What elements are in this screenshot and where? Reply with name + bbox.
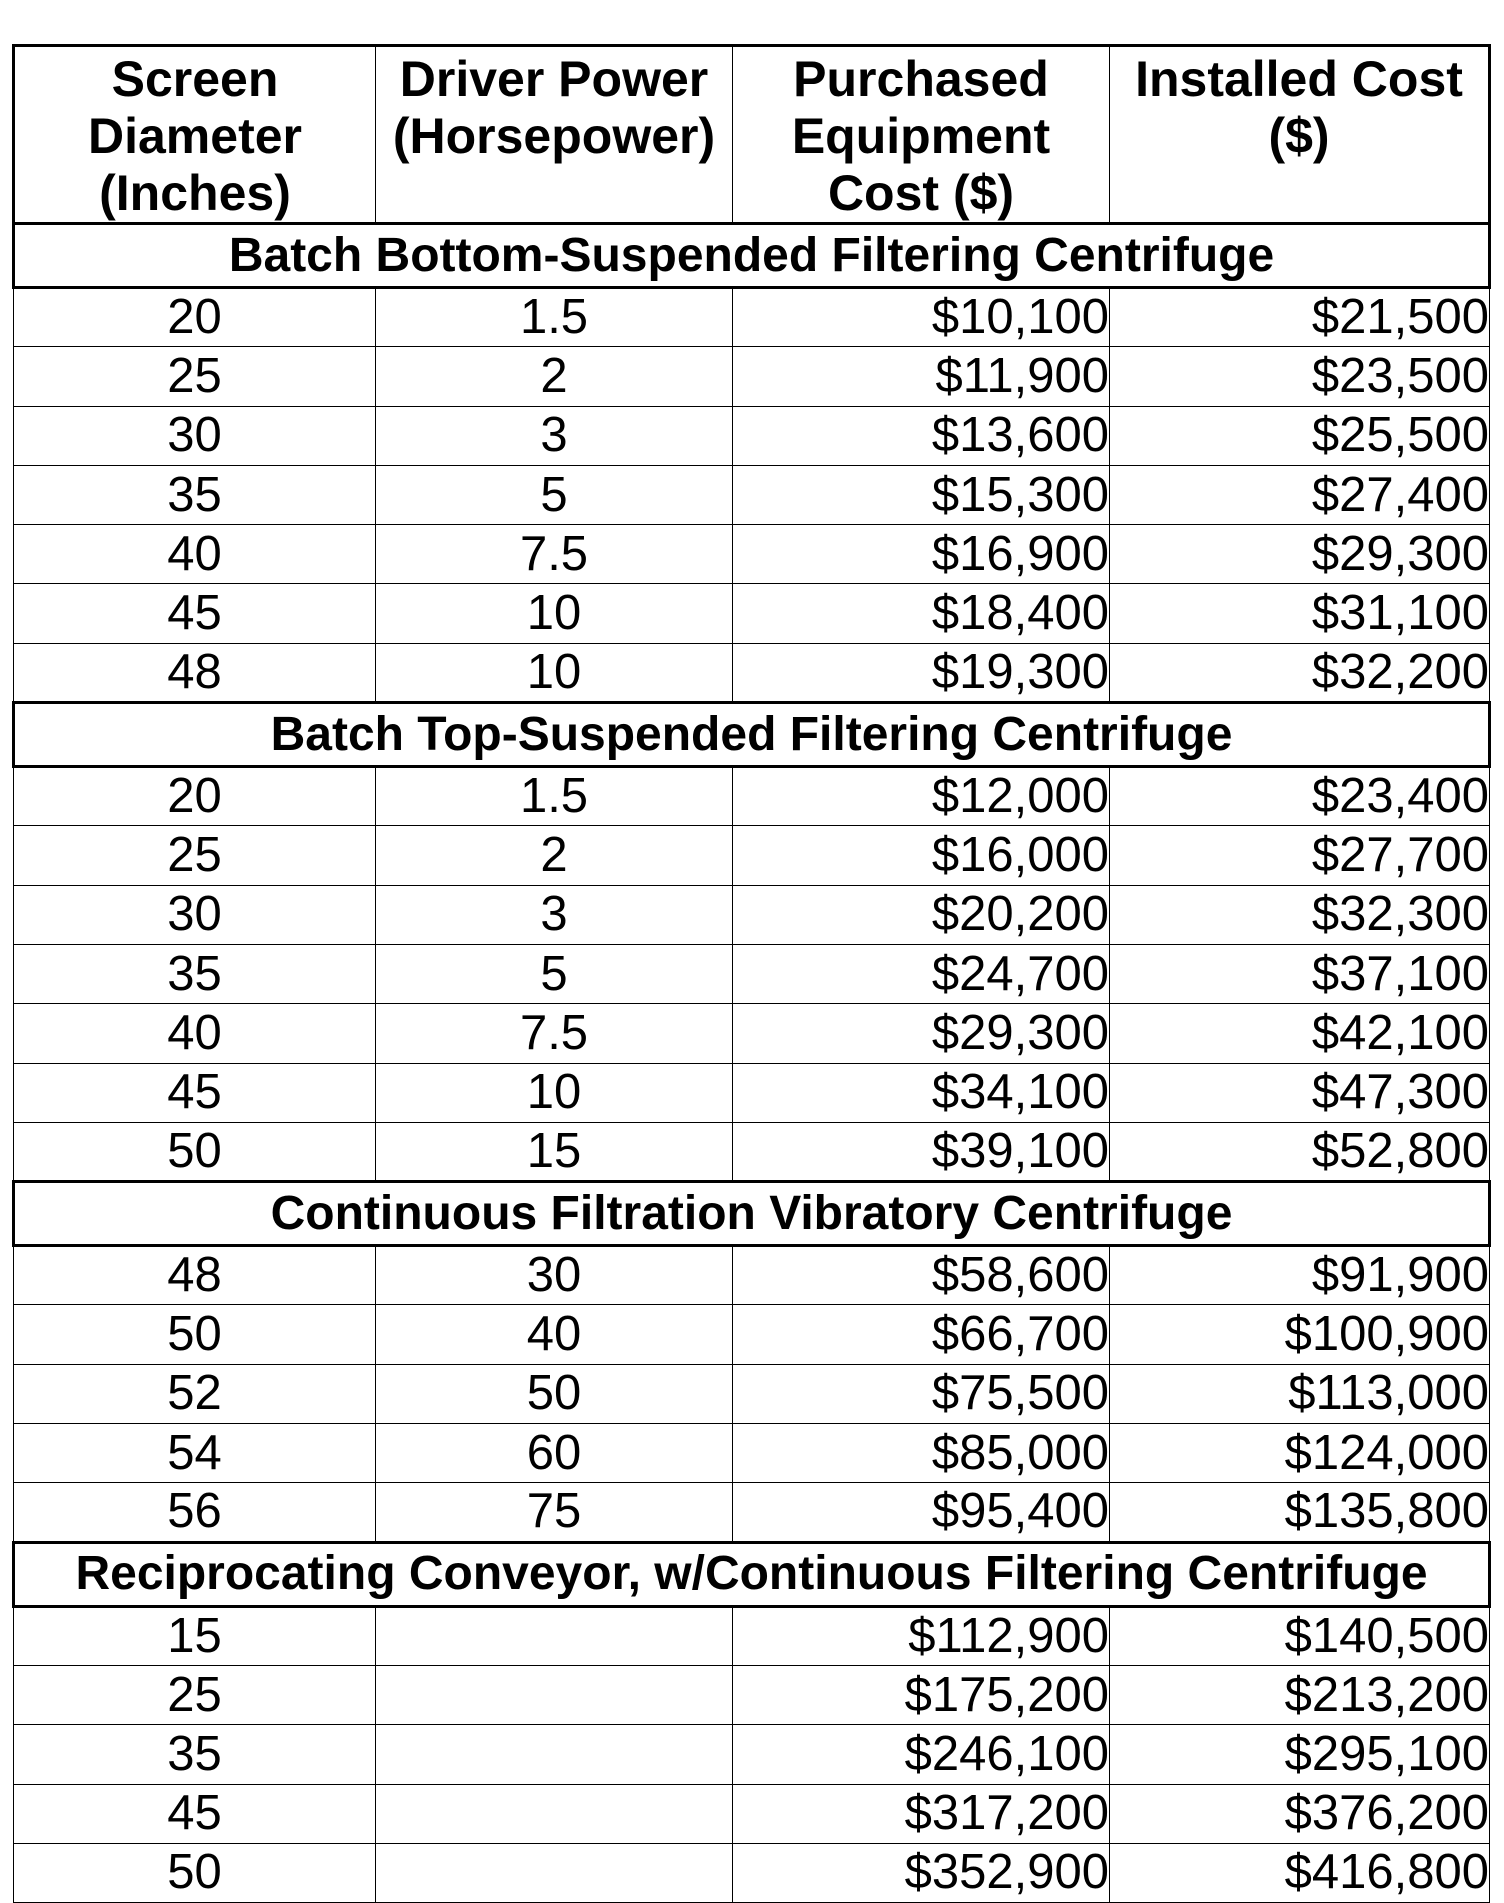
table-row	[14, 1843, 1490, 1902]
section-heading-row	[14, 1182, 1490, 1246]
installed-cost-cell: $27,700	[1110, 826, 1490, 885]
purchased-cost-cell: $29,300	[733, 1004, 1110, 1063]
driver-power-cell: 2	[376, 826, 733, 885]
installed-cost-cell: $52,800	[1110, 1122, 1490, 1181]
screen-diameter-cell: 25	[14, 347, 376, 406]
installed-cost-cell: $32,200	[1110, 643, 1490, 702]
screen-diameter-cell: 45	[14, 584, 376, 643]
purchased-cost-cell: $19,300	[733, 643, 1110, 702]
table-row	[14, 347, 1490, 406]
header-installed-cost: Installed Cost ($)	[1110, 46, 1490, 224]
purchased-cost-cell: $13,600	[733, 406, 1110, 465]
header-row	[14, 46, 1490, 224]
screen-diameter-cell: 52	[14, 1364, 376, 1423]
installed-cost-cell: $140,500	[1110, 1606, 1490, 1665]
installed-cost-cell: $416,800	[1110, 1843, 1490, 1902]
centrifuge-cost-table	[12, 44, 1491, 1903]
table-header	[14, 46, 1490, 224]
table-row	[14, 288, 1490, 347]
table-row	[14, 1665, 1490, 1724]
table-row	[14, 643, 1490, 702]
section-title: Batch Bottom-Suspended Filtering Centrifuge	[14, 224, 1490, 288]
table-row	[14, 885, 1490, 944]
installed-cost-cell: $113,000	[1110, 1364, 1490, 1423]
screen-diameter-cell: 50	[14, 1305, 376, 1364]
table-row	[14, 1784, 1490, 1843]
installed-cost-cell: $23,500	[1110, 347, 1490, 406]
installed-cost-cell: $27,400	[1110, 465, 1490, 524]
screen-diameter-cell: 48	[14, 1246, 376, 1305]
driver-power-cell: 2	[376, 347, 733, 406]
screen-diameter-cell: 35	[14, 944, 376, 1003]
installed-cost-cell: $23,400	[1110, 767, 1490, 826]
purchased-cost-cell: $39,100	[733, 1122, 1110, 1181]
section-title: Continuous Filtration Vibratory Centrifuge	[14, 1182, 1490, 1246]
screen-diameter-cell: 40	[14, 1004, 376, 1063]
screen-diameter-cell: 25	[14, 1665, 376, 1724]
purchased-cost-cell: $66,700	[733, 1305, 1110, 1364]
purchased-cost-cell: $16,900	[733, 525, 1110, 584]
purchased-cost-cell: $317,200	[733, 1784, 1110, 1843]
table-body	[14, 224, 1490, 1903]
installed-cost-cell: $47,300	[1110, 1063, 1490, 1122]
purchased-cost-cell: $85,000	[733, 1424, 1110, 1483]
driver-power-cell: 10	[376, 1063, 733, 1122]
driver-power-cell: 10	[376, 643, 733, 702]
installed-cost-cell: $42,100	[1110, 1004, 1490, 1063]
driver-power-cell	[376, 1725, 733, 1784]
driver-power-cell: 30	[376, 1246, 733, 1305]
installed-cost-cell: $100,900	[1110, 1305, 1490, 1364]
section-title: Batch Top-Suspended Filtering Centrifuge	[14, 703, 1490, 767]
driver-power-cell: 15	[376, 1122, 733, 1181]
installed-cost-cell: $91,900	[1110, 1246, 1490, 1305]
purchased-cost-cell: $12,000	[733, 767, 1110, 826]
table-row	[14, 1725, 1490, 1784]
table-row	[14, 767, 1490, 826]
purchased-cost-cell: $175,200	[733, 1665, 1110, 1724]
table-row	[14, 1424, 1490, 1483]
purchased-cost-cell: $352,900	[733, 1843, 1110, 1902]
installed-cost-cell: $25,500	[1110, 406, 1490, 465]
screen-diameter-cell: 45	[14, 1063, 376, 1122]
table-row	[14, 1004, 1490, 1063]
purchased-cost-cell: $246,100	[733, 1725, 1110, 1784]
driver-power-cell: 10	[376, 584, 733, 643]
installed-cost-cell: $31,100	[1110, 584, 1490, 643]
driver-power-cell	[376, 1606, 733, 1665]
installed-cost-cell: $21,500	[1110, 288, 1490, 347]
driver-power-cell	[376, 1784, 733, 1843]
section-heading-row	[14, 224, 1490, 288]
screen-diameter-cell: 25	[14, 826, 376, 885]
table-row	[14, 465, 1490, 524]
screen-diameter-cell: 45	[14, 1784, 376, 1843]
installed-cost-cell: $295,100	[1110, 1725, 1490, 1784]
installed-cost-cell: $213,200	[1110, 1665, 1490, 1724]
table-row	[14, 1246, 1490, 1305]
screen-diameter-cell: 54	[14, 1424, 376, 1483]
purchased-cost-cell: $75,500	[733, 1364, 1110, 1423]
installed-cost-cell: $32,300	[1110, 885, 1490, 944]
driver-power-cell: 40	[376, 1305, 733, 1364]
screen-diameter-cell: 50	[14, 1122, 376, 1181]
installed-cost-cell: $376,200	[1110, 1784, 1490, 1843]
driver-power-cell: 1.5	[376, 767, 733, 826]
table-row	[14, 1122, 1490, 1181]
driver-power-cell	[376, 1843, 733, 1902]
driver-power-cell: 60	[376, 1424, 733, 1483]
table-row	[14, 584, 1490, 643]
installed-cost-cell: $37,100	[1110, 944, 1490, 1003]
driver-power-cell: 7.5	[376, 1004, 733, 1063]
screen-diameter-cell: 20	[14, 767, 376, 826]
section-heading-row	[14, 703, 1490, 767]
table-row	[14, 1606, 1490, 1665]
screen-diameter-cell: 15	[14, 1606, 376, 1665]
driver-power-cell: 3	[376, 406, 733, 465]
installed-cost-cell: $124,000	[1110, 1424, 1490, 1483]
screen-diameter-cell: 48	[14, 643, 376, 702]
installed-cost-cell: $29,300	[1110, 525, 1490, 584]
purchased-cost-cell: $10,100	[733, 288, 1110, 347]
driver-power-cell: 3	[376, 885, 733, 944]
screen-diameter-cell: 35	[14, 1725, 376, 1784]
purchased-cost-cell: $95,400	[733, 1483, 1110, 1542]
screen-diameter-cell: 35	[14, 465, 376, 524]
screen-diameter-cell: 50	[14, 1843, 376, 1902]
purchased-cost-cell: $24,700	[733, 944, 1110, 1003]
table-row	[14, 1364, 1490, 1423]
table-row	[14, 1063, 1490, 1122]
section-title: Reciprocating Conveyor, w/Continuous Filtering Centrifuge	[14, 1542, 1490, 1606]
screen-diameter-cell: 30	[14, 885, 376, 944]
driver-power-cell: 5	[376, 465, 733, 524]
driver-power-cell: 5	[376, 944, 733, 1003]
driver-power-cell: 50	[376, 1364, 733, 1423]
purchased-cost-cell: $20,200	[733, 885, 1110, 944]
driver-power-cell: 75	[376, 1483, 733, 1542]
screen-diameter-cell: 20	[14, 288, 376, 347]
table-row	[14, 1305, 1490, 1364]
purchased-cost-cell: $15,300	[733, 465, 1110, 524]
header-purchased-equipment-cost: Purchased Equipment Cost ($)	[733, 46, 1110, 224]
screen-diameter-cell: 40	[14, 525, 376, 584]
purchased-cost-cell: $18,400	[733, 584, 1110, 643]
driver-power-cell: 1.5	[376, 288, 733, 347]
section-heading-row	[14, 1542, 1490, 1606]
table-row	[14, 944, 1490, 1003]
installed-cost-cell: $135,800	[1110, 1483, 1490, 1542]
purchased-cost-cell: $112,900	[733, 1606, 1110, 1665]
table-row	[14, 525, 1490, 584]
screen-diameter-cell: 56	[14, 1483, 376, 1542]
driver-power-cell	[376, 1665, 733, 1724]
purchased-cost-cell: $16,000	[733, 826, 1110, 885]
screen-diameter-cell: 30	[14, 406, 376, 465]
table-row	[14, 406, 1490, 465]
purchased-cost-cell: $11,900	[733, 347, 1110, 406]
header-screen-diameter: Screen Diameter (Inches)	[14, 46, 376, 224]
driver-power-cell: 7.5	[376, 525, 733, 584]
purchased-cost-cell: $58,600	[733, 1246, 1110, 1305]
table-row	[14, 1483, 1490, 1542]
header-driver-power: Driver Power (Horsepower)	[376, 46, 733, 224]
purchased-cost-cell: $34,100	[733, 1063, 1110, 1122]
table-row	[14, 826, 1490, 885]
